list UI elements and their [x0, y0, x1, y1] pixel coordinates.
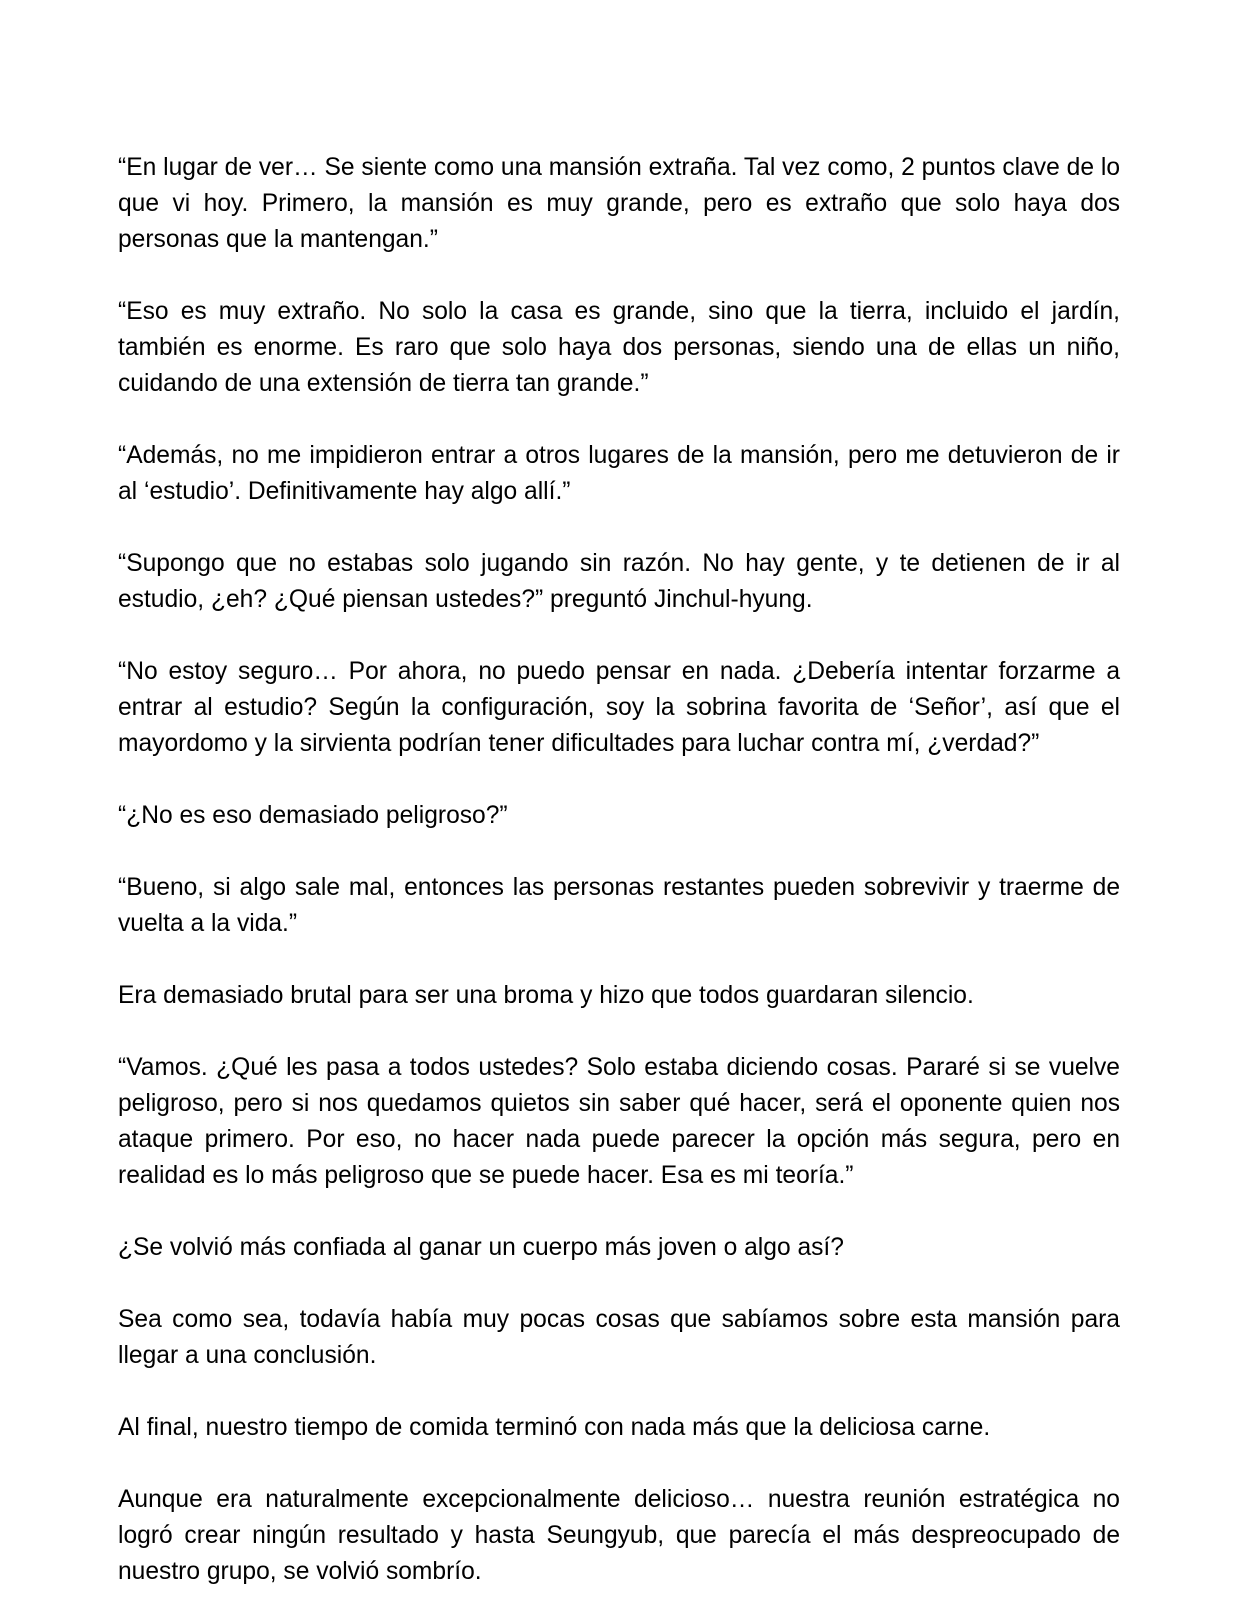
paragraph: Era demasiado brutal para ser una broma y hizo que todos guardaran silencio.	[118, 982, 974, 1009]
paragraph: “No estoy seguro… Por ahora, no puedo pensar en nada. ¿Debería intentar forzarme a entrar al estudio? Según la configuración, soy la sobrina favorita de ‘Señor’, así que el mayordomo y la sirvienta podrían tener dificultades para luchar contra mí, ¿verdad?”	[118, 658, 1120, 757]
paragraph: ¿Se volvió más confiada al ganar un cuerpo más joven o algo así?	[118, 1234, 844, 1261]
paragraph: “Además, no me impidieron entrar a otros lugares de la mansión, pero me detuvieron de ir al ‘estudio’. Definitivamente hay algo allí.”	[118, 442, 1120, 505]
paragraph: Sea como sea, todavía había muy pocas cosas que sabíamos sobre esta mansión para llegar a una conclusión.	[118, 1306, 1120, 1369]
paragraph: “Bueno, si algo sale mal, entonces las personas restantes pueden sobrevivir y traerme de vuelta a la vida.”	[118, 874, 1120, 937]
paragraph: “Vamos. ¿Qué les pasa a todos ustedes? Solo estaba diciendo cosas. Pararé si se vuelve peligroso, pero si nos quedamos quietos sin saber qué hacer, será el oponente quien nos ataque primero. Por eso, no hacer nada puede parecer la opción más segura, pero en realidad es lo más peligroso que se puede hacer. Esa es mi teoría.”	[118, 1054, 1120, 1189]
paragraph: “Eso es muy extraño. No solo la casa es grande, sino que la tierra, incluido el jardín, también es enorme. Es raro que solo haya dos personas, siendo una de ellas un niño, cuidando de una extensión de tierra tan grande.”	[118, 298, 1120, 397]
paragraph: “Supongo que no estabas solo jugando sin razón. No hay gente, y te detienen de ir al estudio, ¿eh? ¿Qué piensan ustedes?” preguntó Jinchul-hyung.	[118, 550, 1120, 613]
paragraph: Aunque era naturalmente excepcionalmente delicioso… nuestra reunión estratégica no logró crear ningún resultado y hasta Seungyub, que parecía el más despreocupado de nuestro grupo, se volvió sombrío.	[118, 1486, 1120, 1585]
paragraph: “En lugar de ver… Se siente como una mansión extraña. Tal vez como, 2 puntos clave de lo que vi hoy. Primero, la mansión es muy grande, pero es extraño que solo haya dos personas que la mantengan.”	[118, 154, 1120, 253]
paragraph: Al final, nuestro tiempo de comida terminó con nada más que la deliciosa carne.	[118, 1414, 991, 1441]
paragraph: “¿No es eso demasiado peligroso?”	[118, 802, 508, 829]
document-page	[118, 150, 1120, 1590]
